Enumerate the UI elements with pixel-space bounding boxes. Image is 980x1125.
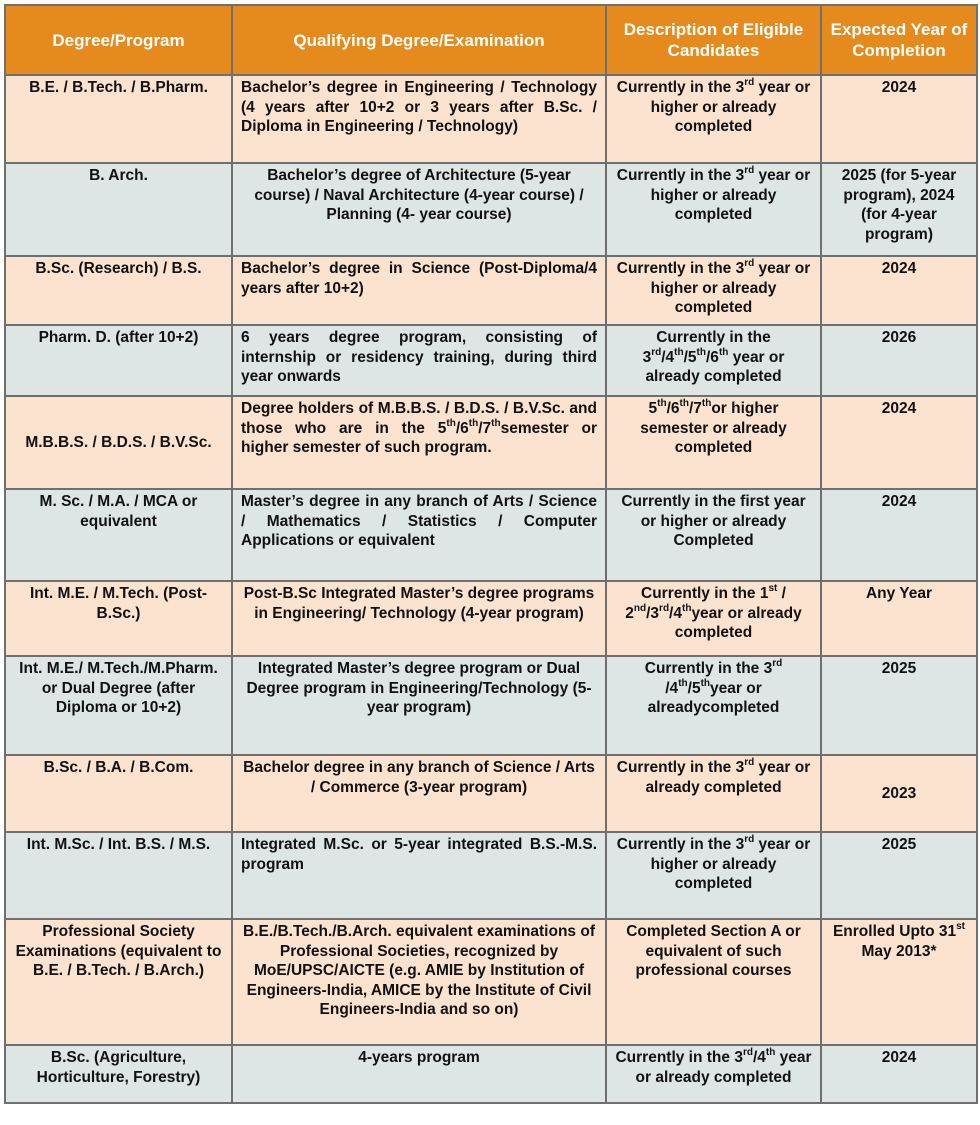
description-cell: Currently in the 3rd year or higher or already completed (606, 75, 821, 163)
year-cell: 2024 (821, 75, 977, 163)
table-row (5, 656, 977, 755)
year-cell: 2024 (821, 256, 977, 325)
table-row (5, 832, 977, 919)
degree-cell: B.Sc. (Research) / B.S. (5, 256, 232, 325)
degree-cell: M.B.B.S. / B.D.S. / B.V.Sc. (5, 396, 232, 489)
table-row (5, 75, 977, 163)
description-cell: Currently in the 3rd year or already completed (606, 755, 821, 832)
description-cell: Currently in the 3rd year or higher or already completed (606, 256, 821, 325)
eligibility-table (4, 4, 978, 1104)
qualifying-cell: Bachelor degree in any branch of Science / Arts / Commerce (3-year program) (232, 755, 606, 832)
degree-cell: Pharm. D. (after 10+2) (5, 325, 232, 396)
year-cell: 2025 (821, 656, 977, 755)
qualifying-cell: B.E./B.Tech./B.Arch. equivalent examinations of Professional Societies, recognized by MoE/UPSC/AICTE (e.g. AMIE by Institution of Engineers-India, AMICE by the Institute of Civil Engineers-India and so on) (232, 919, 606, 1045)
header-row (5, 5, 977, 75)
table-row (5, 396, 977, 489)
degree-cell: B. Arch. (5, 163, 232, 256)
description-cell: Currently in the 3rd /4th/5thyear or alreadycompleted (606, 656, 821, 755)
table-row (5, 489, 977, 581)
table-row (5, 581, 977, 656)
description-cell: Currently in the 1st / 2nd/3rd/4thyear or already completed (606, 581, 821, 656)
table-row (5, 256, 977, 325)
description-cell: 5th/6th/7thor higher semester or already completed (606, 396, 821, 489)
qualifying-cell: Master’s degree in any branch of Arts / Science / Mathematics / Statistics / Computer Applications or equivalent (232, 489, 606, 581)
year-cell: 2025 (821, 832, 977, 919)
header-description: Description of Eligible Candidates (606, 5, 821, 75)
degree-cell: Int. M.E./ M.Tech./M.Pharm. or Dual Degree (after Diploma or 10+2) (5, 656, 232, 755)
year-cell: 2024 (821, 489, 977, 581)
qualifying-cell: Post-B.Sc Integrated Master’s degree programs in Engineering/ Technology (4-year program) (232, 581, 606, 656)
qualifying-cell: 4-years program (232, 1045, 606, 1103)
degree-cell: B.E. / B.Tech. / B.Pharm. (5, 75, 232, 163)
year-cell: 2024 (821, 1045, 977, 1103)
qualifying-cell: Bachelor’s degree in Engineering / Technology (4 years after 10+2 or 3 years after B.Sc. / Diploma in Engineering / Technology) (232, 75, 606, 163)
degree-cell: M. Sc. / M.A. / MCA or equivalent (5, 489, 232, 581)
year-cell: Any Year (821, 581, 977, 656)
qualifying-cell: Integrated M.Sc. or 5-year integrated B.S.-M.S. program (232, 832, 606, 919)
degree-cell: B.Sc. (Agriculture, Horticulture, Forestry) (5, 1045, 232, 1103)
degree-cell: Int. M.Sc. / Int. B.S. / M.S. (5, 832, 232, 919)
year-cell: 2024 (821, 396, 977, 489)
table-row (5, 1045, 977, 1103)
header-year: Expected Year of Completion (821, 5, 977, 75)
degree-cell: B.Sc. / B.A. / B.Com. (5, 755, 232, 832)
qualifying-cell: Bachelor’s degree in Science (Post-Diploma/4 years after 10+2) (232, 256, 606, 325)
qualifying-cell: 6 years degree program, consisting of internship or residency training, during third year onwards (232, 325, 606, 396)
year-cell: 2023 (821, 755, 977, 832)
qualifying-cell: Degree holders of M.B.B.S. / B.D.S. / B.V.Sc. and those who are in the 5th/6th/7thsemester or higher semester of such program. (232, 396, 606, 489)
description-cell: Currently in the 3rd year or higher or already completed (606, 163, 821, 256)
year-cell: 2025 (for 5-year program), 2024 (for 4-year program) (821, 163, 977, 256)
description-cell: Currently in the first year or higher or already Completed (606, 489, 821, 581)
degree-cell: Int. M.E. / M.Tech. (Post-B.Sc.) (5, 581, 232, 656)
header-qualifying: Qualifying Degree/Examination (232, 5, 606, 75)
degree-cell: Professional Society Examinations (equivalent to B.E. / B.Tech. / B.Arch.) (5, 919, 232, 1045)
description-cell: Completed Section A or equivalent of such professional courses (606, 919, 821, 1045)
year-cell: 2026 (821, 325, 977, 396)
table-row (5, 755, 977, 832)
description-cell: Currently in the 3rd/4th/5th/6th year or already completed (606, 325, 821, 396)
table-row (5, 163, 977, 256)
header-degree: Degree/Program (5, 5, 232, 75)
description-cell: Currently in the 3rd year or higher or already completed (606, 832, 821, 919)
year-cell: Enrolled Upto 31st May 2013* (821, 919, 977, 1045)
table-row (5, 919, 977, 1045)
table-row (5, 325, 977, 396)
qualifying-cell: Bachelor’s degree of Architecture (5-year course) / Naval Architecture (4-year course) / Planning (4- year course) (232, 163, 606, 256)
qualifying-cell: Integrated Master’s degree program or Dual Degree program in Engineering/Technology (5-year program) (232, 656, 606, 755)
description-cell: Currently in the 3rd/4th year or already completed (606, 1045, 821, 1103)
